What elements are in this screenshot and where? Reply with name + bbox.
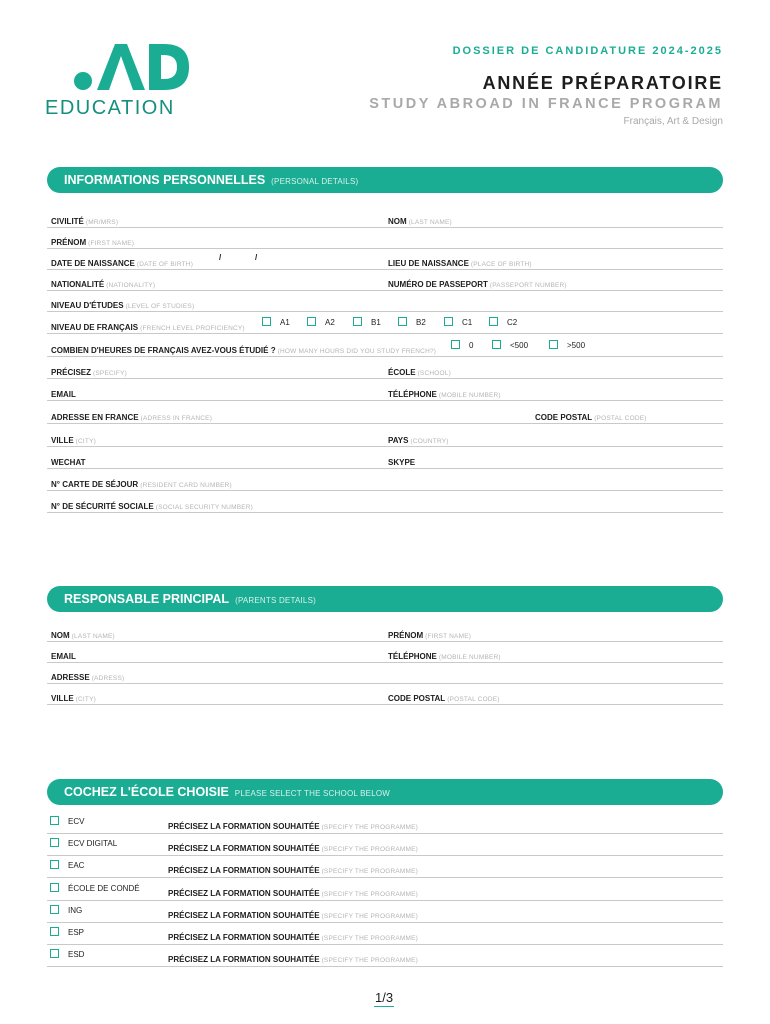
row-carte-sejour [47, 468, 723, 491]
school-row [47, 833, 723, 856]
parent-nom-field[interactable]: NOM (LAST NAME) [51, 631, 115, 640]
date-separator: / [219, 253, 222, 262]
programme-field[interactable]: PRÉCISEZ LA FORMATION SOUHAITÉE (SPECIFY THE PROGRAMME) [168, 933, 419, 942]
school-row [47, 922, 723, 945]
nationality-field[interactable]: NATIONALITÉ (NATIONALITY) [51, 280, 156, 289]
resident-card-field[interactable]: N° CARTE DE SÉJOUR (RESIDENT CARD NUMBER) [51, 480, 232, 489]
checkbox-icon[interactable] [50, 949, 59, 958]
school-field[interactable]: ÉCOLE (SCHOOL) [388, 368, 451, 377]
row-wechat-skype [47, 446, 723, 469]
french-hours-label: COMBIEN D'HEURES DE FRANÇAIS AVEZ-VOUS ÉTUDIÉ ? (HOW MANY HOURS DID YOU STUDY FRENCH?) [51, 346, 437, 355]
logo-mark-icon [71, 42, 191, 92]
school-option[interactable] [50, 927, 84, 937]
programme-field[interactable]: PRÉCISEZ LA FORMATION SOUHAITÉE (SPECIFY THE PROGRAMME) [168, 866, 419, 876]
city-field[interactable]: VILLE (CITY) [51, 436, 97, 445]
french-level-a1[interactable]: A1 [262, 317, 290, 327]
school-name: EAC [68, 861, 85, 871]
civilite-field[interactable]: CIVILITÉ (MR/MRS) [51, 217, 119, 226]
section-title: INFORMATIONS PERSONNELLES [64, 173, 266, 187]
section-subtitle: (PARENTS DETAILS) [235, 596, 316, 605]
row-parent-nom-prenom [47, 620, 723, 642]
row-parent-ville-code-postal [47, 683, 723, 705]
checkbox-icon[interactable] [307, 317, 316, 326]
checkbox-icon[interactable] [50, 905, 59, 914]
page-number: 1/3 [375, 990, 394, 1005]
school-row [47, 900, 723, 923]
french-level-c2[interactable]: C2 [489, 317, 517, 327]
school-name: ING [68, 905, 83, 915]
parent-city-field[interactable]: VILLE (CITY) [51, 694, 97, 703]
checkbox-icon[interactable] [50, 883, 59, 892]
row-civilite-nom [47, 206, 723, 228]
programme-field[interactable]: PRÉCISEZ LA FORMATION SOUHAITÉE (SPECIFY THE PROGRAMME) [168, 955, 419, 965]
parents-details-header [47, 586, 723, 612]
checkbox-icon[interactable] [398, 317, 407, 326]
prenom-field[interactable]: PRÉNOM (FIRST NAME) [51, 238, 135, 247]
school-option[interactable] [50, 860, 84, 870]
wechat-field[interactable]: WECHAT [51, 458, 86, 467]
school-option[interactable] [50, 905, 82, 915]
programme-field[interactable]: PRÉCISEZ LA FORMATION SOUHAITÉE (SPECIFY THE PROGRAMME) [168, 910, 419, 920]
address-field[interactable]: ADRESSE EN FRANCE (ADRESS IN FRANCE) [51, 413, 213, 422]
school-row [47, 811, 723, 834]
section-title: COCHEZ L'ÉCOLE CHOISIE [64, 785, 229, 799]
parent-telephone-field[interactable]: TÉLÉPHONE (MOBILE NUMBER) [388, 652, 501, 661]
country-field[interactable]: PAYS (COUNTRY) [388, 436, 449, 445]
section-subtitle: (PERSONAL DETAILS) [271, 177, 359, 186]
row-niveau-francais [47, 311, 723, 334]
french-hours-under-500[interactable]: <500 [492, 340, 528, 350]
row-niveau-etudes [47, 290, 723, 312]
school-option[interactable] [50, 838, 117, 848]
row-heures-francais [47, 333, 723, 357]
program-title: STUDY ABROAD IN FRANCE PROGRAM [369, 96, 723, 112]
checkbox-icon[interactable] [549, 340, 558, 349]
school-name: ÉCOLE DE CONDÉ [68, 883, 140, 893]
checkbox-icon[interactable] [489, 317, 498, 326]
parent-postal-code-field[interactable]: CODE POSTAL (POSTAL CODE) [388, 694, 500, 703]
level-of-studies-field[interactable]: NIVEAU D'ÉTUDES (LEVEL OF STUDIES) [51, 301, 195, 310]
row-date-lieu [47, 248, 723, 270]
school-name: ECV DIGITAL [68, 839, 118, 849]
row-securite-sociale [47, 490, 723, 513]
french-level-b2[interactable]: B2 [398, 317, 426, 327]
date-separator: / [255, 253, 258, 262]
page-title: ANNÉE PRÉPARATOIRE [482, 73, 723, 93]
school-row [47, 855, 723, 878]
french-level-b1[interactable]: B1 [353, 317, 381, 327]
checkbox-icon[interactable] [50, 838, 59, 847]
date-of-birth-field[interactable]: DATE DE NAISSANCE (DATE OF BIRTH) [51, 259, 194, 268]
checkbox-icon[interactable] [50, 816, 59, 825]
school-row [47, 944, 723, 967]
row-nationalite-passeport [47, 269, 723, 291]
row-prenom [47, 227, 723, 249]
skype-field[interactable]: SKYPE [388, 458, 416, 467]
school-name: ESP [68, 928, 85, 937]
row-parent-email-telephone [47, 641, 723, 663]
social-security-field[interactable]: N° DE SÉCURITÉ SOCIALE (SOCIAL SECURITY NUMBER) [51, 502, 254, 511]
parent-email-field[interactable]: EMAIL [51, 652, 76, 661]
school-row [47, 878, 723, 901]
school-name: ECV [68, 817, 85, 826]
personal-details-header [47, 167, 723, 193]
school-choice-header [47, 779, 723, 805]
row-parent-adresse [47, 662, 723, 684]
place-of-birth-field[interactable]: LIEU DE NAISSANCE (PLACE OF BIRTH) [388, 259, 532, 268]
logo-text: EDUCATION [45, 97, 175, 119]
checkbox-icon[interactable] [50, 860, 59, 869]
postal-code-field[interactable]: CODE POSTAL (POSTAL CODE) [535, 413, 647, 422]
section-title: RESPONSABLE PRINCIPAL [64, 592, 230, 606]
logo [45, 42, 190, 122]
school-option[interactable] [50, 949, 84, 959]
dossier-heading: DOSSIER DE CANDIDATURE 2024-2025 [452, 45, 723, 57]
french-level-a2[interactable]: A2 [307, 317, 335, 327]
checkbox-icon[interactable] [353, 317, 362, 326]
programme-field[interactable]: PRÉCISEZ LA FORMATION SOUHAITÉE (SPECIFY THE PROGRAMME) [168, 888, 419, 898]
checkbox-icon[interactable] [444, 317, 453, 326]
program-subtitle: Français, Art & Design [623, 116, 723, 127]
section-subtitle: PLEASE SELECT THE SCHOOL BELOW [234, 789, 391, 798]
parent-prenom-field[interactable]: PRÉNOM (FIRST NAME) [388, 631, 472, 640]
french-level-c1[interactable]: C1 [444, 317, 472, 327]
checkbox-icon[interactable] [262, 317, 271, 326]
programme-field[interactable]: PRÉCISEZ LA FORMATION SOUHAITÉE (SPECIFY THE PROGRAMME) [168, 822, 419, 831]
specify-field[interactable]: PRÉCISEZ (SPECIFY) [51, 368, 127, 377]
row-adresse-code-postal [47, 400, 723, 424]
school-option[interactable] [50, 816, 84, 826]
french-hours-0[interactable]: 0 [451, 340, 473, 350]
checkbox-icon[interactable] [492, 340, 501, 349]
nom-field[interactable]: NOM (LAST NAME) [388, 217, 452, 226]
school-option[interactable] [50, 883, 140, 893]
parent-address-field[interactable]: ADRESSE (ADRESS) [51, 673, 125, 682]
row-precisez-ecole [47, 356, 723, 379]
passport-field[interactable]: NUMÉRO DE PASSEPORT (PASSEPORT NUMBER) [388, 280, 567, 289]
checkbox-icon[interactable] [451, 340, 460, 349]
checkbox-icon[interactable] [50, 927, 59, 936]
row-ville-pays [47, 423, 723, 447]
school-name: ESD [68, 950, 85, 960]
row-email-telephone [47, 378, 723, 401]
telephone-field[interactable]: TÉLÉPHONE (MOBILE NUMBER) [388, 390, 501, 399]
programme-field[interactable]: PRÉCISEZ LA FORMATION SOUHAITÉE (SPECIFY THE PROGRAMME) [168, 844, 419, 854]
french-hours-over-500[interactable]: >500 [549, 340, 585, 350]
french-level-label: NIVEAU DE FRANÇAIS (FRENCH LEVEL PROFICIENCY) [51, 323, 245, 332]
email-field[interactable]: EMAIL [51, 390, 76, 399]
